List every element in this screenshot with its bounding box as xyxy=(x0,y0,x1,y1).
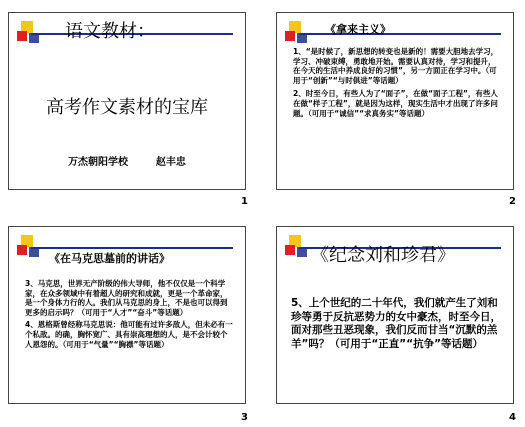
slide-3[interactable] xyxy=(8,226,246,404)
page-number: 2 xyxy=(509,196,516,207)
slide-title: 《纪念刘和珍君》 xyxy=(311,245,455,266)
page-number: 3 xyxy=(241,412,248,423)
slide-paragraph: 5、上个世纪的二十年代，我们就产生了刘和珍等勇于反抗恶势力的女中豪杰，时至今日，面对那些丑恶现象，我们反而甘当“沉默的羔羊”吗？（可用于“正直”“抗争”等话题） xyxy=(291,297,501,350)
slide-main-title: 高考作文素材的宝库 xyxy=(46,97,208,118)
slide-title: 语文教材： xyxy=(65,21,155,42)
slide-4[interactable] xyxy=(276,226,514,404)
title-underline xyxy=(31,247,233,249)
slide-paragraph: 4、恩格斯曾经称马克思说：他可能有过许多敌人，但未必有一个私敌。的确，胸怀宽广、具有崇高理想的人，是不会计较个人恩怨的。（可用于“气量”“胸襟”等话题） xyxy=(25,320,233,349)
page-number: 1 xyxy=(241,196,248,207)
slide-paragraph: 2、时至今日，有些人为了“面子”，在做“面子工程”，有些人在做“样子工程”，就是因为这样，现实生活中才出现了许多问题。（可用于“诚信”“求真务实”等话题） xyxy=(293,89,498,118)
page-number: 4 xyxy=(509,412,516,423)
slide-author: 万杰朝阳学校 赵丰忠 xyxy=(68,157,186,168)
slide-title: 《在马克思墓前的讲话》 xyxy=(49,252,170,265)
slide-paragraph: 3、马克思，世界无产阶级的伟大导师，他不仅仅是一个科学家，在众多领域中有着超人的研究和成就，更是一个革命家，是一个身体力行的人。我们从马克思的身上，不是也可以得到更多的启示吗？（可用于“人才”“奋斗”等话题） xyxy=(25,279,228,317)
slide-paragraph: 1、“是时候了，新思想的转变也是新的！需要大胆地去学习，学习、冲破束缚，勇敢地开始。需要认真对待，学习和提升，在今天的生活中养成良好的习惯”，另一方面正在学习中。（可用于“创新”“与时俱进”等话题） xyxy=(293,47,499,85)
slide-1[interactable] xyxy=(8,12,246,190)
slide-title: 《拿来主义》 xyxy=(325,23,391,36)
slide-2[interactable] xyxy=(276,12,514,190)
